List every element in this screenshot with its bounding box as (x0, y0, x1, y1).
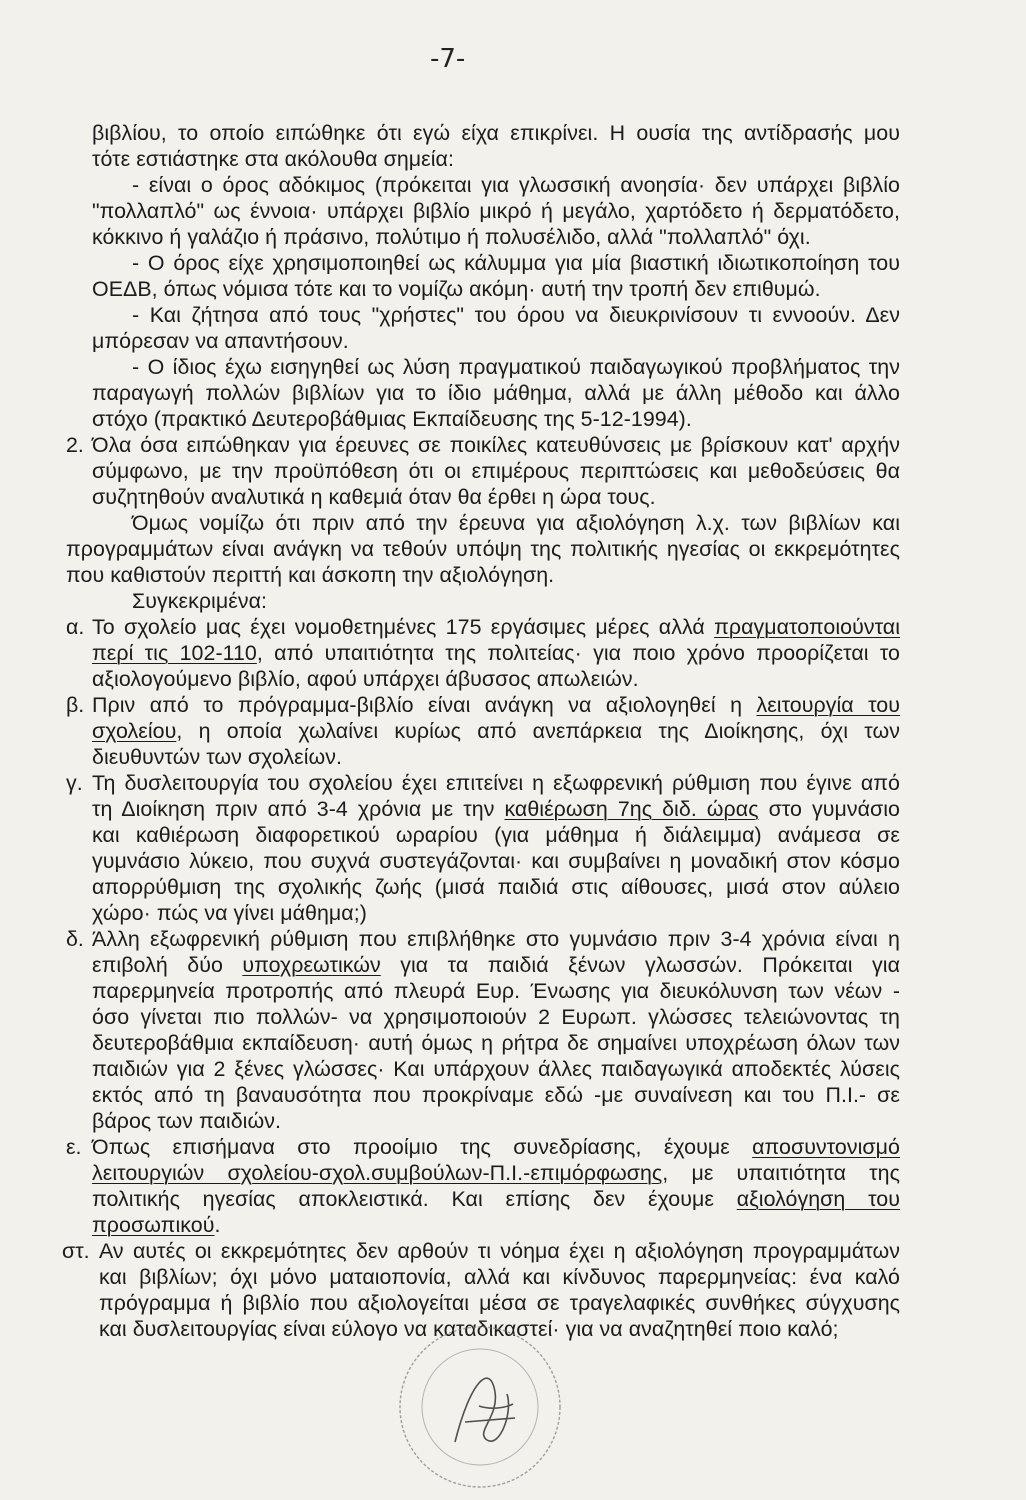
text-line (92, 640, 900, 666)
text-line (92, 1134, 900, 1160)
text-line: τότε εστιάστηκε στα ακόλουθα σημεία: (92, 147, 454, 171)
text-line: που καθιστούν περιττή και άσκοπη την αξιολόγηση. (66, 563, 555, 587)
text-line: κόκκινο ή γαλάζιο ή πράσινο, πολύτιμο ή πολυσέλιδο, αλλά "πολλαπλό" όχι. (92, 225, 811, 249)
text-line: Όμως νομίζω ότι πριν από την έρευνα για αξιολόγηση λ.χ. των βιβλίων και (132, 511, 900, 535)
text-line: παραγωγή πολλών βιβλίων για το ίδιο μάθημα, αλλά με άλλη μέθοδο και άλλο (92, 381, 900, 405)
text-line: γυμνάσιο λύκειο, που συχνά συστεγάζονται· και συμβαίνει η μοναδική στον κόσμο (92, 849, 900, 873)
list-label: δ. (66, 927, 84, 951)
text-line (92, 718, 900, 744)
text-span: για τα παιδιά ξένων γλωσσών. Πρόκειται για (380, 953, 900, 977)
text-span: , από υπαιτιότητα της πολιτείας· για ποιο χρόνο προορίζεται το (256, 641, 900, 665)
text-line (92, 1212, 220, 1238)
text-line: μπόρεσαν να απαντήσουν. (92, 329, 349, 353)
underlined-text: περί τις 102-110 (92, 641, 257, 665)
text-line (92, 796, 900, 822)
text-line: - Και ζήτησα από τους "χρήστες" του όρου να διευκρινίσουν τι εννοούν. Δεν (132, 303, 900, 327)
list-label: α. (66, 615, 85, 639)
text-span: . (214, 1213, 221, 1237)
text-line: Αν αυτές οι εκκρεμότητες δεν αρθούν τι νόημα έχει η αξιολόγηση προγραμμάτων (99, 1239, 900, 1263)
text-line: όσο γίνεται πιο πολλών- να χρησιμοποιούν 2 Ευρωπ. γλώσσες τελειώνοντας τη (92, 1005, 900, 1029)
text-span: , η οποία χωλαίνει κυρίως από ανεπάρκεια της Διοίκησης, όχι των (176, 719, 900, 743)
text-line: Συγκεκριμένα: (132, 589, 267, 613)
text-line: διευθυντών των σχολείων. (92, 745, 343, 769)
underlined-text: προσωπικού (92, 1213, 215, 1237)
underlined-text: λειτουργιών σχολείου-σχολ.συμβούλων-Π.Ι.-επιμόρφωσης (92, 1161, 663, 1185)
text-line: στόχο (πρακτικό Δευτεροβάθμιας Εκπαίδευσης της 5-12-1994). (92, 407, 692, 431)
text-line: παιδιών για 2 ξένες γλώσσες· Και υπάρχουν άλλες παιδαγωγικά αποδεκτές λύσεις (92, 1057, 900, 1081)
underlined-text: αποσυντονισμό (752, 1135, 900, 1159)
text-line: - Ο όρος είχε χρησιμοποιηθεί ως κάλυμμα για μία βιαστική ιδιωτικοποίηση του (132, 251, 900, 275)
text-line: χώρο· πώς να γίνει μάθημα;) (92, 901, 367, 925)
text-line: βάρος των παιδιών. (92, 1109, 281, 1133)
list-label: στ. (62, 1239, 90, 1263)
text-line (92, 952, 900, 978)
text-span: επιβολή δύο (92, 953, 243, 977)
text-line: συζητηθούν αναλυτικά η καθεμιά όταν θα έρθει η ώρα τους. (92, 485, 656, 509)
signature-scribble (455, 1378, 515, 1442)
official-stamp (395, 1322, 565, 1492)
text-line: βιβλίου, το οποίο ειπώθηκε ότι εγώ είχα επικρίνει. Η ουσία της αντίδρασής μου (92, 121, 900, 145)
text-line: "πολλαπλό" ως έννοια· υπάρχει βιβλίο μικρό ή μεγάλο, χαρτόδετο ή δερματόδετο, (92, 199, 900, 223)
text-span: Όπως επισήμανα στο προοίμιο της συνεδρίασης, έχουμε (92, 1135, 753, 1159)
text-span: Το σχολείο μας έχει νομοθετημένες 175 εργάσιμες μέρες αλλά (92, 615, 715, 639)
text-span: , με υπαιτιότητα της (662, 1161, 900, 1185)
text-line: - είναι ο όρος αδόκιμος (πρόκειται για γλωσσική ανοησία· δεν υπάρχει βιβλίο (132, 173, 900, 197)
list-label: 2. (66, 433, 84, 457)
text-line: δευτεροβάθμια εκπαίδευση· αυτή όμως η ρήτρα δε σημαίνει υποχρέωση όλων των (92, 1031, 900, 1055)
text-line: πρόγραμμα ή βιβλίο που αξιολογείται μέσα σε τραγελαφικές συνθήκες σύγχυσης (99, 1291, 900, 1315)
text-line: σύμφωνο, με την προϋπόθεση ότι οι επιμέρους περιπτώσεις και μεθοδεύσεις θα (92, 459, 900, 483)
underlined-text: πραγματοποιούνται (714, 615, 900, 639)
underlined-text: καθιέρωση 7ης διδ. ώρας (504, 797, 759, 821)
list-label: γ. (66, 771, 83, 795)
text-line: και δυσλειτουργίας είναι εύλογο να καταδικαστεί· για να αναζητηθεί ποιο καλό; (99, 1317, 839, 1341)
text-line: παρερμηνεία προτροπής από πλευρά Ευρ. Ένωσης για διευκόλυνση των νέων - (92, 979, 900, 1003)
text-line: Όλα όσα ειπώθηκαν για έρευνες σε ποικίλες κατευθύνσεις με βρίσκουν κατ' αρχήν (92, 433, 900, 457)
text-span: τη Διοίκηση πριν από 3-4 χρόνια με την (92, 797, 505, 821)
text-span: στο γυμνάσιο (758, 797, 900, 821)
text-line: και βιβλίων; όχι μόνο ματαιοπονία, αλλά και κίνδυνος παρερμηνείας: ένα καλό (99, 1265, 900, 1289)
underlined-text: αξιολόγηση του (736, 1187, 900, 1211)
text-line: Άλλη εξωφρενική ρύθμιση που επιβλήθηκε στο γυμνάσιο πριν 3-4 χρόνια είναι η (92, 927, 900, 951)
text-line: - Ο ίδιος έχω εισηγηθεί ως λύση πραγματικού παιδαγωγικού προβλήματος την (132, 355, 900, 379)
text-line (92, 692, 900, 718)
text-line (92, 1186, 900, 1212)
underlined-text: λειτουργία του (756, 693, 901, 717)
page-number: -7- (430, 44, 466, 74)
text-line (92, 614, 900, 640)
text-span: πολιτικής ηγεσίας αποκλειστικά. Και επίσης δεν έχουμε (92, 1187, 737, 1211)
text-line: ΟΕΔΒ, όπως νόμισα τότε και το νομίζω ακόμη· αυτή την τροπή δεν επιθυμώ. (92, 277, 821, 301)
list-label: β. (66, 693, 85, 717)
text-line: αξιολογούμενο βιβλίο, αφού υπάρχει άβυσσος απωλειών. (92, 667, 639, 691)
text-line: προγραμμάτων είναι ανάγκη να τεθούν υπόψη της πολιτικής ηγεσίας οι εκκρεμότητες (66, 537, 900, 561)
text-line: απορρύθμιση της σχολικής ζωής (μισά παιδιά στις αίθουσες, μισά στον αύλειο (92, 875, 900, 899)
text-line (92, 1160, 900, 1186)
text-line: εκτός από τη βαναυσότητα που προκρίναμε εδώ -με συναίνεση και του Π.Ι.- σε (92, 1083, 900, 1107)
underlined-text: σχολείου (92, 719, 177, 743)
underlined-text: υποχρεωτικών (242, 953, 381, 977)
text-line: και καθιέρωση διαφορετικού ωραρίου (για μάθημα ή διάλειμμα) ανάμεσα σε (92, 823, 900, 847)
list-label: ε. (66, 1135, 82, 1159)
text-line: Τη δυσλειτουργία του σχολείου έχει επιτείνει η εξωφρενική ρύθμιση που έγινε από (92, 771, 900, 795)
text-span: Πριν από το πρόγραμμα-βιβλίο είναι ανάγκη να αξιολογηθεί η (92, 693, 757, 717)
